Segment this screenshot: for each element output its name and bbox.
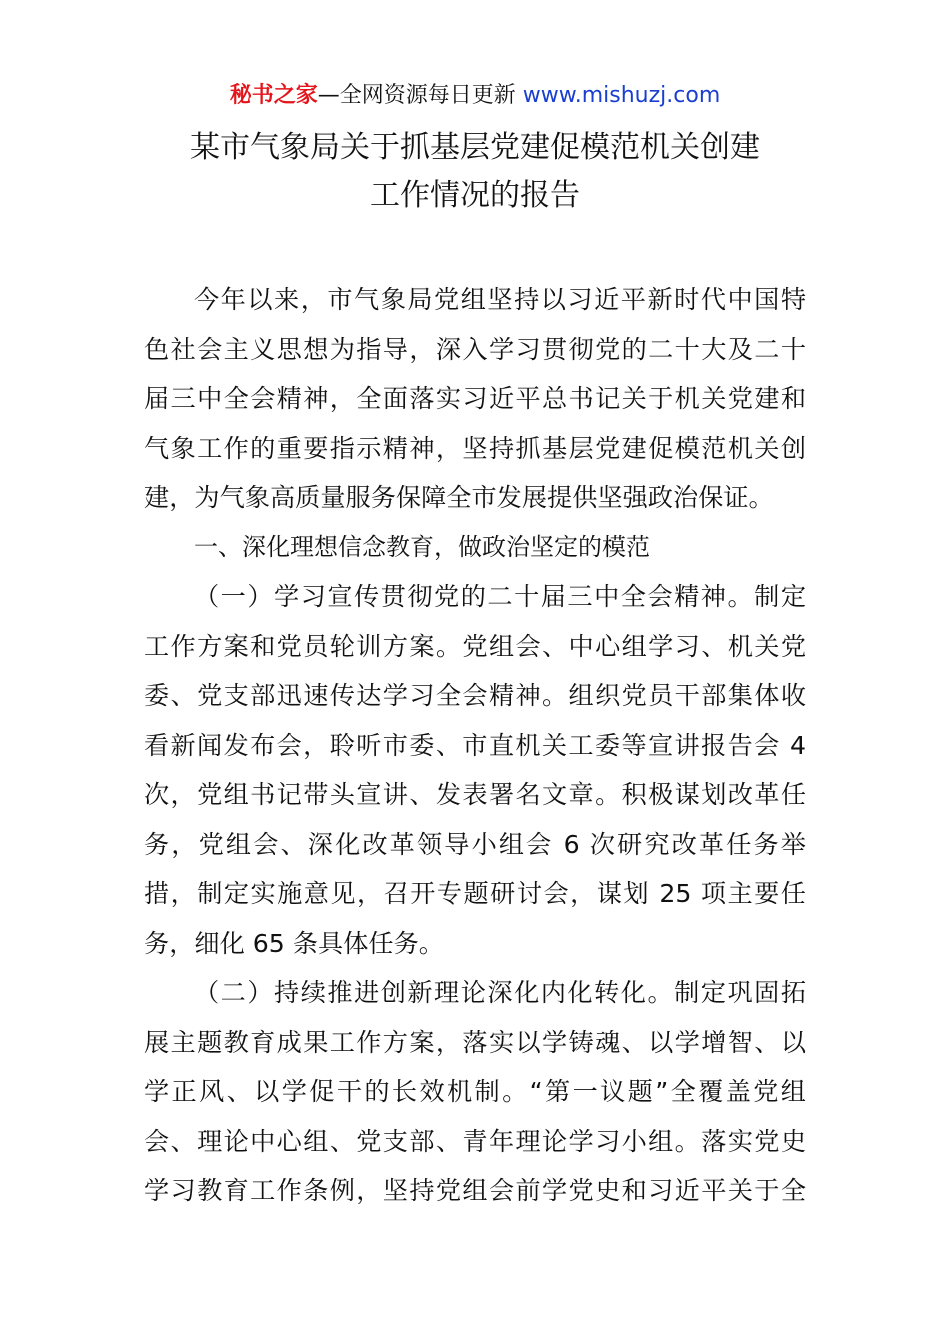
watermark-header xyxy=(0,80,950,112)
paragraph-line: 展主题教育成果工作方案，落实以学铸魂、以学增智、以 xyxy=(144,1027,806,1057)
paragraph-line: 工作方案和党员轮训方案。党组会、中心组学习、机关党 xyxy=(144,631,806,661)
paragraph-line: （二）持续推进创新理论深化内化转化。制定巩固拓 xyxy=(194,978,806,1007)
paragraph-line: 届三中全会精神，全面落实习近平总书记关于机关党建和 xyxy=(144,384,806,413)
document-body xyxy=(144,275,806,1216)
header-tagline: —全网资源每日更新 xyxy=(317,83,516,108)
paragraph-line: 学习教育工作条例，坚持党组会前学党史和习近平关于全 xyxy=(144,1176,806,1205)
paragraph-line: 措，制定实施意见，召开专题研讨会，谋划 25 项主要任 xyxy=(144,879,806,908)
document-title-line-1: 某市气象局关于抓基层党建促模范机关创建 xyxy=(190,130,760,165)
paragraph-line: 建，为气象高质量服务保障全市发展提供坚强政治保证。 xyxy=(144,483,774,512)
paragraph-line: 今年以来，市气象局党组坚持以习近平新时代中国特 xyxy=(194,285,806,314)
paragraph-line: 会、理论中心组、党支部、青年理论学习小组。落实党史 xyxy=(144,1126,806,1156)
document-title-line-2: 工作情况的报告 xyxy=(370,178,580,213)
brand-name: 秘书之家 xyxy=(229,83,318,108)
section-heading: 一、深化理想信念教育，做政治坚定的模范 xyxy=(194,532,650,561)
paragraph-line: 次，党组书记带头宣讲、发表署名文章。积极谋划改革任 xyxy=(144,780,806,809)
paragraph-line: 气象工作的重要指示精神，坚持抓基层党建促模范机关创 xyxy=(144,433,806,463)
paragraph-line: 看新闻发布会，聆听市委、市直机关工委等宣讲报告会 4 xyxy=(144,730,806,760)
paragraph-line: 委、党支部迅速传达学习全会精神。组织党员干部集体收 xyxy=(144,681,806,710)
paragraph-line: 务，党组会、深化改革领导小组会 6 次研究改革任务举 xyxy=(144,829,806,859)
paragraph-line: 色社会主义思想为指导，深入学习贯彻党的二十大及二十 xyxy=(144,334,806,364)
site-url-link[interactable]: www.mishuzj.com xyxy=(522,83,721,108)
paragraph-line: 务，细化 65 条具体任务。 xyxy=(144,928,444,958)
paragraph-line: （一）学习宣传贯彻党的二十届三中全会精神。制定 xyxy=(194,582,806,611)
paragraph-line: 学正风、以学促干的长效机制。“第一议题”全覆盖党组 xyxy=(144,1077,806,1106)
